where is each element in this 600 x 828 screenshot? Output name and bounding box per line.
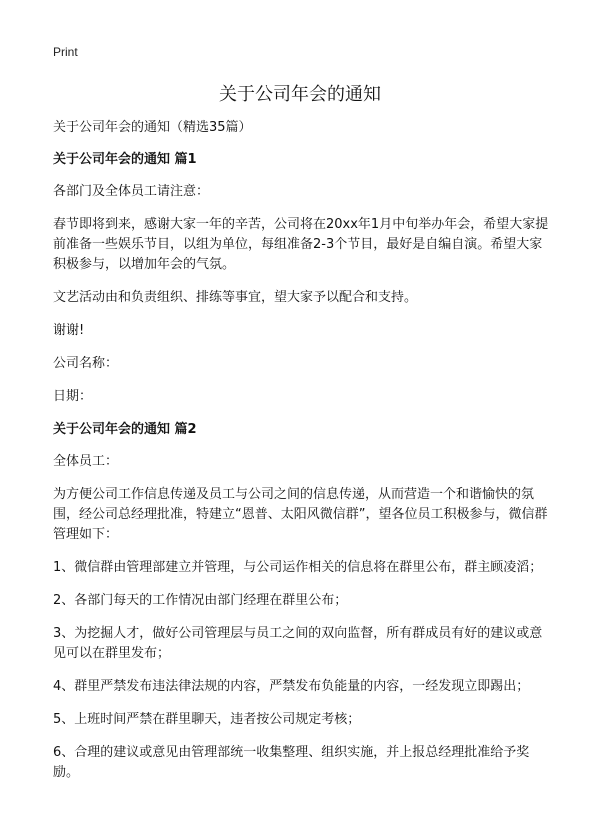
- document-subtitle: 关于公司年会的通知（精选35篇）: [53, 120, 252, 135]
- document-body: [53, 118, 553, 796]
- paragraph: 日期：: [53, 389, 93, 404]
- paragraph: 5、上班时间严禁在群里聊天，违者按公司规定考核；: [53, 712, 361, 727]
- paragraph: 为方便公司工作信息传递及员工与公司之间的信息传递，从而营造一个和谐愉快的氛围，经公司总经理批准，特建立“恩普、太阳风微信群”，望各位员工积极参与，微信群管理如下：: [53, 487, 548, 542]
- paragraph: 2、各部门每天的工作情况由部门经理在群里公布；: [53, 593, 348, 608]
- paragraph: 6、合理的建议或意见由管理部统一收集整理、组织实施，并上报总经理批准给予奖励。: [53, 745, 530, 780]
- document-title: 关于公司年会的通知: [219, 84, 381, 105]
- paragraph: 4、群里严禁发布违法律法规的内容，严禁发布负能量的内容，一经发现立即踢出；: [53, 679, 530, 694]
- paragraph: 3、为挖掘人才，做好公司管理层与员工之间的双向监督，所有群成员有好的建议或意见可以在群里发布；: [53, 626, 543, 661]
- paragraph: 全体员工：: [53, 454, 119, 469]
- paragraph: 公司名称：: [53, 356, 119, 371]
- paragraph: 春节即将到来，感谢大家一年的辛苦，公司将在20xx年1月中旬举办年会，希望大家提前准备一些娱乐节目，以组为单位，每组准备2-3个节目，最好是自编自演。希望大家积极参与，以增加年会的气氛。: [53, 217, 549, 272]
- print-label: Print: [53, 45, 78, 59]
- paragraph: 1、微信群由管理部建立并管理，与公司运作相关的信息将在群里公布，群主顾凌滔；: [53, 560, 543, 575]
- paragraph: 文艺活动由和负责组织、排练等事宜，望大家予以配合和支持。: [53, 290, 418, 305]
- section-heading: 关于公司年会的通知 篇2: [53, 422, 197, 437]
- paragraph: 谢谢!: [53, 323, 85, 338]
- section-heading: 关于公司年会的通知 篇1: [53, 152, 197, 167]
- paragraph: 各部门及全体员工请注意：: [53, 184, 210, 199]
